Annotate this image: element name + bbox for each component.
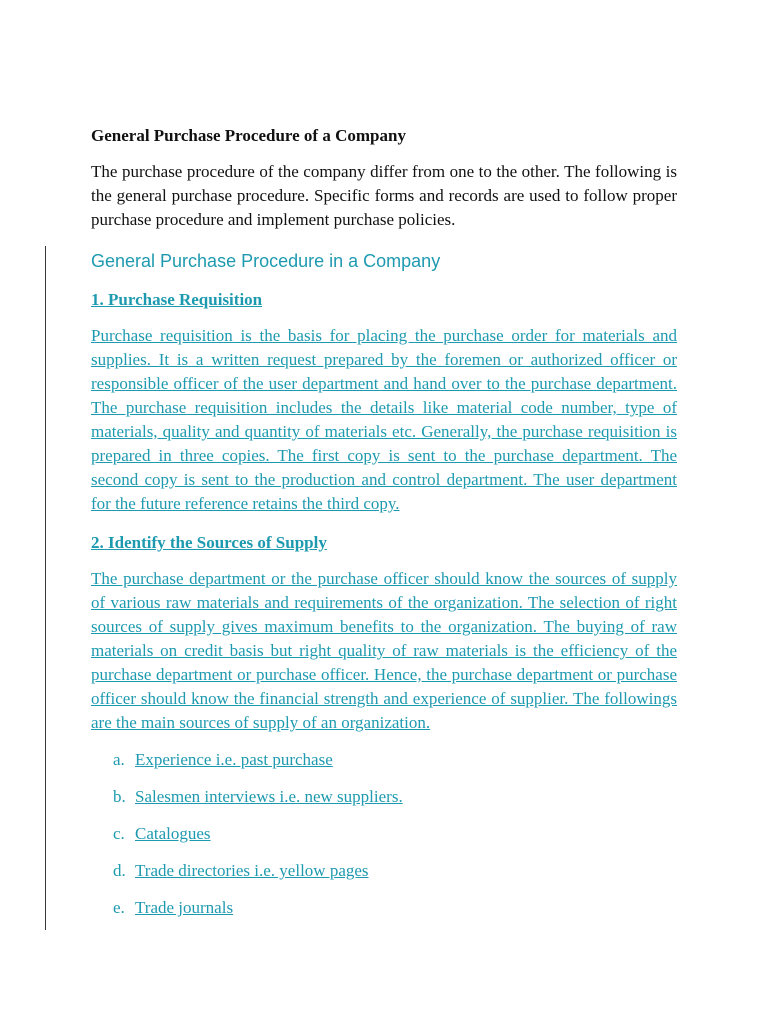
list-item-label: Salesmen interviews i.e. new suppliers. <box>135 787 403 806</box>
list-marker: a. <box>113 750 125 769</box>
section-heading: General Purchase Procedure in a Company <box>91 251 441 271</box>
sources-of-supply-text[interactable]: The purchase department or the purchase officer should know the sources of supply of various raw materials and requirements of the organization. The selection of right sources of supply gives maximum benefits to the organization. The buying of raw materials on credit basis but right quality of raw materials is the efficiency of the purchase department or purchase officer. Hence, the purchase department or purchase officer should know the financial strength and experience of supplier. The followings are the main sources of supply of an organization. <box>91 569 677 732</box>
list-marker: d. <box>113 861 126 880</box>
list-marker: e. <box>113 898 125 917</box>
sources-of-supply-heading[interactable]: 2. Identify the Sources of Supply <box>91 533 327 552</box>
list-item[interactable] <box>113 896 677 920</box>
purchase-requisition-heading[interactable]: 1. Purchase Requisition <box>91 290 263 309</box>
list-item[interactable] <box>113 859 677 883</box>
list-item-label: Trade directories i.e. yellow pages <box>135 861 369 880</box>
intro-paragraph: The purchase procedure of the company differ from one to the other. The following is the general purchase procedure. Specific forms and records are used to follow proper purchase procedure and implement purchase policies. <box>91 162 677 229</box>
list-item-label: Catalogues <box>135 824 211 843</box>
list-item[interactable] <box>113 748 677 772</box>
change-bar <box>45 246 46 930</box>
document-title: General Purchase Procedure of a Company <box>91 126 406 145</box>
list-item[interactable] <box>113 785 677 809</box>
purchase-requisition-text[interactable]: Purchase requisition is the basis for placing the purchase order for materials and supplies. It is a written request prepared by the foremen or authorized officer or responsible officer of the user department and hand over to the purchase department. The purchase requisition includes the details like material code number, type of materials, quality and quantity of materials etc. Generally, the purchase requisition is prepared in three copies. The first copy is sent to the purchase department. The second copy is sent to the production and control department. The user department for the future reference retains the third copy. <box>91 326 677 513</box>
list-marker: c. <box>113 824 125 843</box>
document-body <box>91 124 677 933</box>
list-item-label: Experience i.e. past purchase <box>135 750 333 769</box>
sources-list <box>91 748 677 920</box>
list-item-label: Trade journals <box>135 898 234 917</box>
list-item[interactable] <box>113 822 677 846</box>
list-marker: b. <box>113 787 126 806</box>
